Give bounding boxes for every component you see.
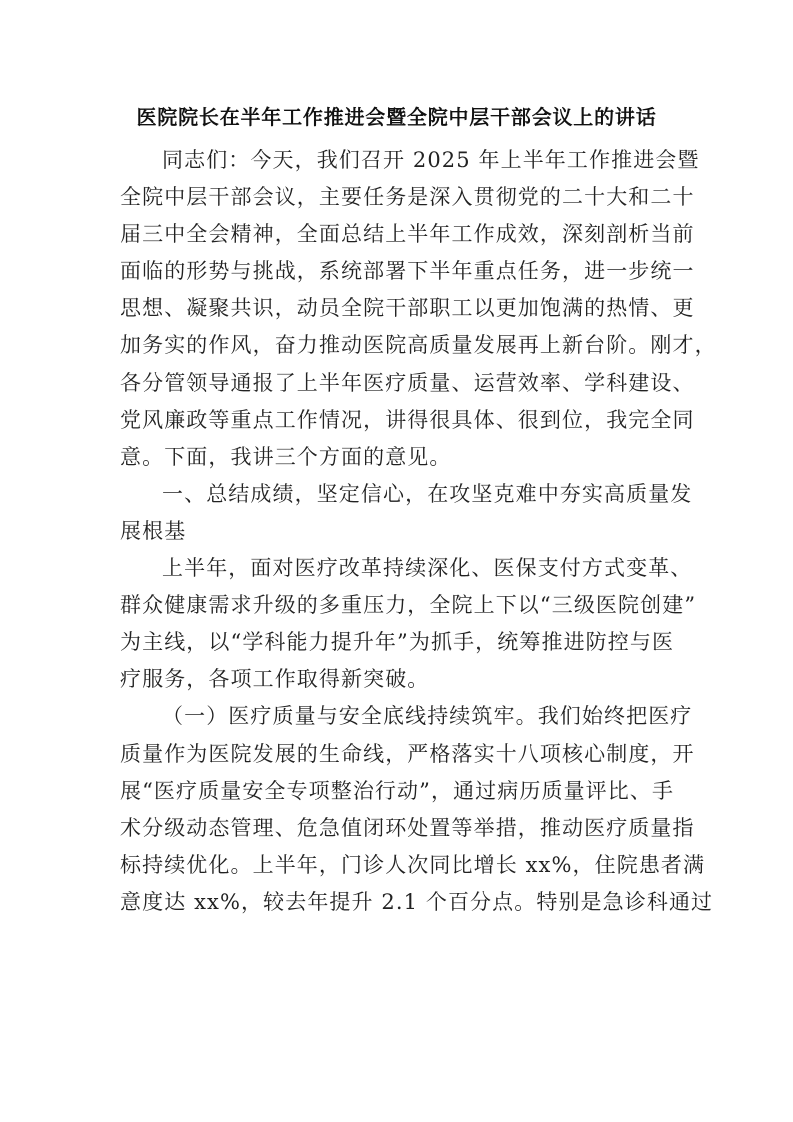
paragraph-line: 标持续优化。上半年，门诊人次同比增长 xx%，住院患者满: [120, 852, 706, 877]
subsection-line: （一）医疗质量与安全底线持续筑牢。我们始终把医疗: [162, 704, 693, 729]
section-heading-line: 一、总结成绩，坚定信心，在攻坚克难中夯实高质量发: [162, 481, 693, 506]
paragraph-line: 思想、凝聚共识，动员全院干部职工以更加饱满的热情、更: [120, 296, 695, 321]
document-title: 医院院长在半年工作推进会暨全院中层干部会议上的讲话: [136, 105, 657, 129]
paragraph-line: 面临的形势与挑战，系统部署下半年重点任务，进一步统一: [120, 259, 695, 284]
paragraph-line: 同志们：今天，我们召开 2025 年上半年工作推进会暨: [162, 148, 700, 172]
document-body: [120, 142, 717, 921]
paragraph-line: 展“医疗质量安全专项整治行动”，通过病历质量评比、手: [120, 778, 675, 803]
paragraph-line: 为主线，以“学科能力提升年”为抓手，统筹推进防控与医: [120, 630, 675, 655]
section-heading-line: 展根基: [120, 518, 187, 543]
paragraph-line: 疗服务，各项工作取得新突破。: [120, 667, 430, 692]
paragraph-line: 全院中层干部会议，主要任务是深入贯彻党的二十大和二十: [120, 185, 695, 210]
paragraph-line: 加务实的作风，奋力推动医院高质量发展再上新台阶。刚才，: [120, 333, 717, 358]
paragraph-line: 术分级动态管理、危急值闭环处置等举措，推动医疗质量指: [120, 815, 695, 840]
paragraph-line: 质量作为医院发展的生命线，严格落实十八项核心制度，开: [120, 741, 695, 766]
paragraph-line: 上半年，面对医疗改革持续深化、医保支付方式变革、: [162, 556, 693, 581]
paragraph-line: 意。下面，我讲三个方面的意见。: [120, 444, 452, 469]
paragraph-line: 党风廉政等重点工作情况，讲得很具体、很到位，我完全同: [120, 407, 695, 432]
paragraph-line: 各分管领导通报了上半年医疗质量、运营效率、学科建设、: [120, 370, 695, 395]
paragraph-line: 意度达 xx%，较去年提升 2.1 个百分点。特别是急诊科通过: [120, 889, 714, 914]
paragraph-line: 届三中全会精神，全面总结上半年工作成效，深刻剖析当前: [120, 222, 695, 247]
paragraph-line: 群众健康需求升级的多重压力，全院上下以“三级医院创建”: [120, 593, 697, 618]
